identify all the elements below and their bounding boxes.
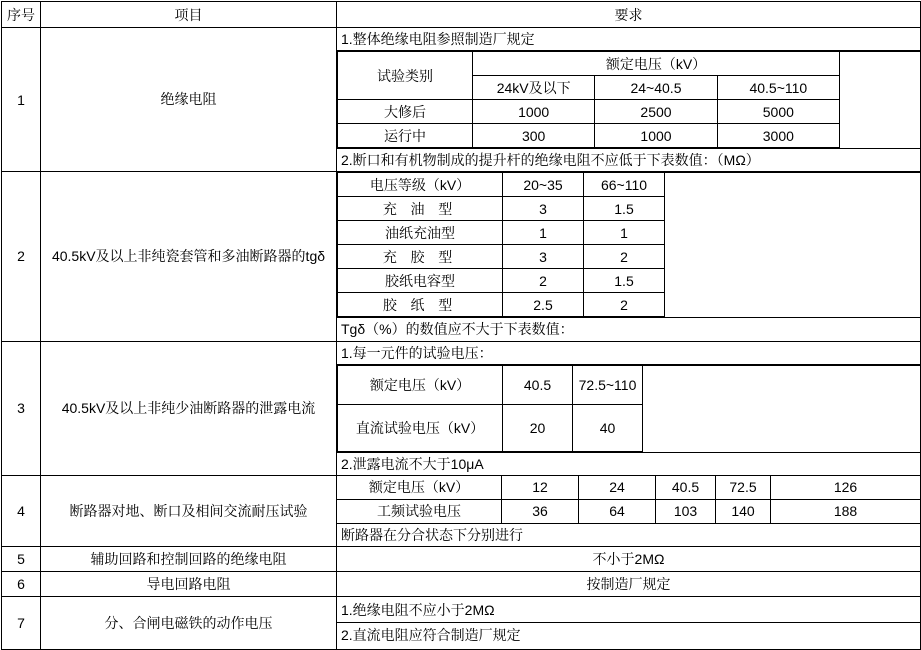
row-number: 6 — [2, 572, 41, 597]
table-row — [2, 572, 921, 597]
row-requirement — [337, 341, 921, 475]
cell-value: 2 — [584, 245, 665, 269]
cell-value: 72.5 — [716, 476, 771, 500]
empty-cell — [665, 173, 921, 317]
cell-value: 1000 — [473, 100, 595, 124]
row-number: 2 — [2, 172, 41, 341]
row-label: 胶 纸 型 — [338, 293, 503, 317]
requirement-line: 2.直流电阻应符合制造厂规定 — [341, 627, 521, 644]
row-requirement — [337, 597, 921, 650]
row-label: 运行中 — [338, 124, 473, 148]
row-requirement: 不小于2MΩ — [337, 547, 921, 572]
row-label: 额定电压（kV） — [338, 365, 503, 404]
row-label: 油纸充油型 — [338, 221, 503, 245]
row-label: 工频试验电压 — [337, 499, 502, 523]
leakage-current-subtable — [337, 365, 920, 452]
voltage-col-2: 66~110 — [584, 173, 665, 197]
voltage-col-2: 24~40.5 — [595, 76, 717, 100]
row-number: 5 — [2, 547, 41, 572]
row-item: 绝缘电阻 — [41, 28, 337, 172]
row-requirement: 按制造厂规定 — [337, 572, 921, 597]
row-number: 3 — [2, 341, 41, 475]
table-row — [2, 28, 921, 172]
row-item: 40.5kV及以上非纯瓷套管和多油断路器的tgδ — [41, 172, 337, 341]
cell-value: 1.5 — [584, 269, 665, 293]
row-number: 4 — [2, 475, 41, 546]
cell-value: 1.5 — [584, 197, 665, 221]
table-header-row — [2, 2, 921, 28]
subtable-header-row — [338, 52, 921, 76]
document-page — [0, 1, 920, 644]
voltage-col-1: 24kV及以下 — [473, 76, 595, 100]
requirement-note-bottom: 2.泄露电流不大于10μA — [337, 452, 920, 475]
requirement-note-top: 1.每一元件的试验电压： — [337, 342, 920, 365]
table-row — [2, 172, 921, 341]
row-label: 充 油 型 — [338, 197, 503, 221]
cell-value: 2.5 — [503, 293, 584, 317]
subtable-header-row — [338, 173, 921, 197]
voltage-col-1: 20~35 — [503, 173, 584, 197]
subtable-data-row — [337, 499, 920, 523]
header-requirement: 要求 — [337, 2, 921, 28]
cell-value: 72.5~110 — [573, 365, 643, 404]
cell-value: 188 — [771, 499, 921, 523]
table-row — [2, 547, 921, 572]
rated-voltage-group-header: 额定电压（kV） — [473, 52, 840, 76]
row-requirement — [337, 28, 921, 172]
requirement-line: 1.绝缘电阻不应小于2MΩ — [337, 598, 920, 623]
header-no: 序号 — [2, 2, 41, 28]
requirement-note-bottom: 断路器在分合状态下分别进行 — [341, 526, 523, 543]
empty-cell — [643, 365, 921, 451]
subtable-data-row — [337, 476, 920, 500]
cell-value: 64 — [579, 499, 656, 523]
inspection-requirements-table — [1, 1, 921, 650]
row-requirement — [337, 172, 921, 341]
table-row — [2, 475, 921, 546]
row-number: 7 — [2, 597, 41, 650]
test-category-label: 试验类别 — [338, 52, 473, 100]
row-label: 胶纸电容型 — [338, 269, 503, 293]
cell-value: 2 — [503, 269, 584, 293]
cell-value: 40.5 — [656, 476, 716, 500]
cell-value: 1 — [503, 221, 584, 245]
cell-value: 2 — [584, 293, 665, 317]
row-label: 直流试验电压（kV） — [338, 404, 503, 451]
cell-value: 300 — [473, 124, 595, 148]
requirement-note-bottom: 2.断口和有机物制成的提升杆的绝缘电阻不应低于下表数值：（MΩ） — [337, 148, 920, 171]
cell-value: 103 — [656, 499, 716, 523]
withstand-voltage-subtable — [337, 476, 920, 524]
subtable-data-row — [338, 100, 921, 124]
row-item: 40.5kV及以上非纯少油断路器的泄露电流 — [41, 341, 337, 475]
cell-value: 1 — [584, 221, 665, 245]
cell-value: 40 — [573, 404, 643, 451]
cell-value: 3 — [503, 197, 584, 221]
row-label: 充 胶 型 — [338, 245, 503, 269]
requirement-note-bottom: Tgδ（%）的数值应不大于下表数值： — [337, 317, 920, 340]
cell-value: 5000 — [717, 100, 839, 124]
cell-value: 36 — [502, 499, 579, 523]
voltage-col-3: 40.5~110 — [717, 76, 839, 100]
empty-cell — [840, 52, 921, 148]
row-label: 大修后 — [338, 100, 473, 124]
row-item: 导电回路电阻 — [41, 572, 337, 597]
table-row — [2, 341, 921, 475]
subtable-data-row — [338, 365, 921, 404]
header-item: 项目 — [41, 2, 337, 28]
cell-value: 20 — [503, 404, 573, 451]
insulation-resistance-subtable — [337, 51, 920, 148]
table-row — [2, 597, 921, 650]
cell-value: 1000 — [595, 124, 717, 148]
requirement-note-top: 1.整体绝缘电阻参照制造厂规定 — [337, 28, 920, 51]
row-item: 分、合闸电磁铁的动作电压 — [41, 597, 337, 650]
cell-value: 3 — [503, 245, 584, 269]
cell-value: 12 — [502, 476, 579, 500]
cell-value: 140 — [716, 499, 771, 523]
cell-value: 126 — [771, 476, 921, 500]
row-requirement — [337, 475, 921, 546]
row-number: 1 — [2, 28, 41, 172]
row-item: 辅助回路和控制回路的绝缘电阻 — [41, 547, 337, 572]
voltage-level-label: 电压等级（kV） — [338, 173, 503, 197]
cell-value: 3000 — [717, 124, 839, 148]
cell-value: 24 — [579, 476, 656, 500]
row-item: 断路器对地、断口及相间交流耐压试验 — [41, 475, 337, 546]
row-label: 额定电压（kV） — [337, 476, 502, 500]
tgdelta-subtable — [337, 172, 920, 317]
cell-value: 2500 — [595, 100, 717, 124]
cell-value: 40.5 — [503, 365, 573, 404]
subtable-data-row — [338, 124, 921, 148]
